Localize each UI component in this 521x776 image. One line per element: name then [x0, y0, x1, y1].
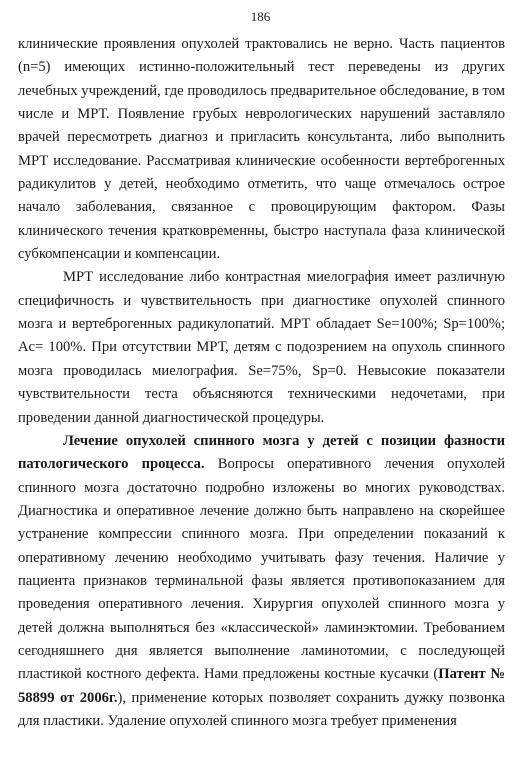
- section-heading: Лечение опухолей спинного мозга у детей с позиции фазности патологического процесса.: [18, 432, 505, 473]
- paragraph-3: [18, 430, 505, 733]
- paragraph-2: МРТ исследование либо контрастная миелография имеет различную специфичность и чувствительность при диагностике опухолей спинного мозга и вертеброгенных радикулопатий. МРТ обладает Se=100%; Sp=100%; Ac= 100%. При отсутствии МРТ, детям с подозрением на опухоль спинного мозга проводилась миелография. Se=75%, Sp=0. Невысокие показатели чувствительности теста объясняются техническими недочетами, при проведении данной диагностической процедуры.: [18, 269, 505, 426]
- document-body: [18, 33, 505, 733]
- patent-reference: Патент № 58899 от 2006г.: [18, 666, 505, 706]
- paragraph-3-text-b: ), применение которых позволяет сохранить дужку позвонка для пластики. Удаление опухолей спинного мозга требует применения: [18, 689, 505, 729]
- paragraph-3-text-a: Вопросы оперативного лечения опухолей спинного мозга достаточно подробно изложены во многих руководствах. Диагностика и оперативное лечение должно быть направлено на скорейшее устранение компрессии спинного мозга. При определении показаний к оперативному лечению необходимо учитывать фазу течения. Наличие у пациента признаков терминальной фазы является противопоказанием для проведения оперативного лечения. Хирургия опухолей спинного мозга у детей должна выполняться без «классической» ламинэктомии. Требованием сегодняшнего дня является выполнение ламинотомии, с последующей пластикой костного дефекта. Нами предложены костные кусачки (: [18, 456, 505, 683]
- paragraph-1: клинические проявления опухолей трактовались не верно. Часть пациентов (n=5) имеющих истинно-положительный тест переведены из других лечебных учреждений, где проводилось предварительное обследование, в том числе и МРТ. Появление грубых неврологических нарушений заставляло врачей пересмотреть диагноз и пригласить консультанта, либо выполнить МРТ исследование. Рассматривая клинические особенности вертеброгенных радикулитов у детей, необходимо отметить, что чаще отмечалось острое начало заболевания, связанное с провоцирующим фактором. Фазы клинического течения кратковременны, быстро наступала фаза клинической субкомпенсации и компенсации.: [18, 36, 505, 263]
- page-number: 186: [250, 9, 271, 24]
